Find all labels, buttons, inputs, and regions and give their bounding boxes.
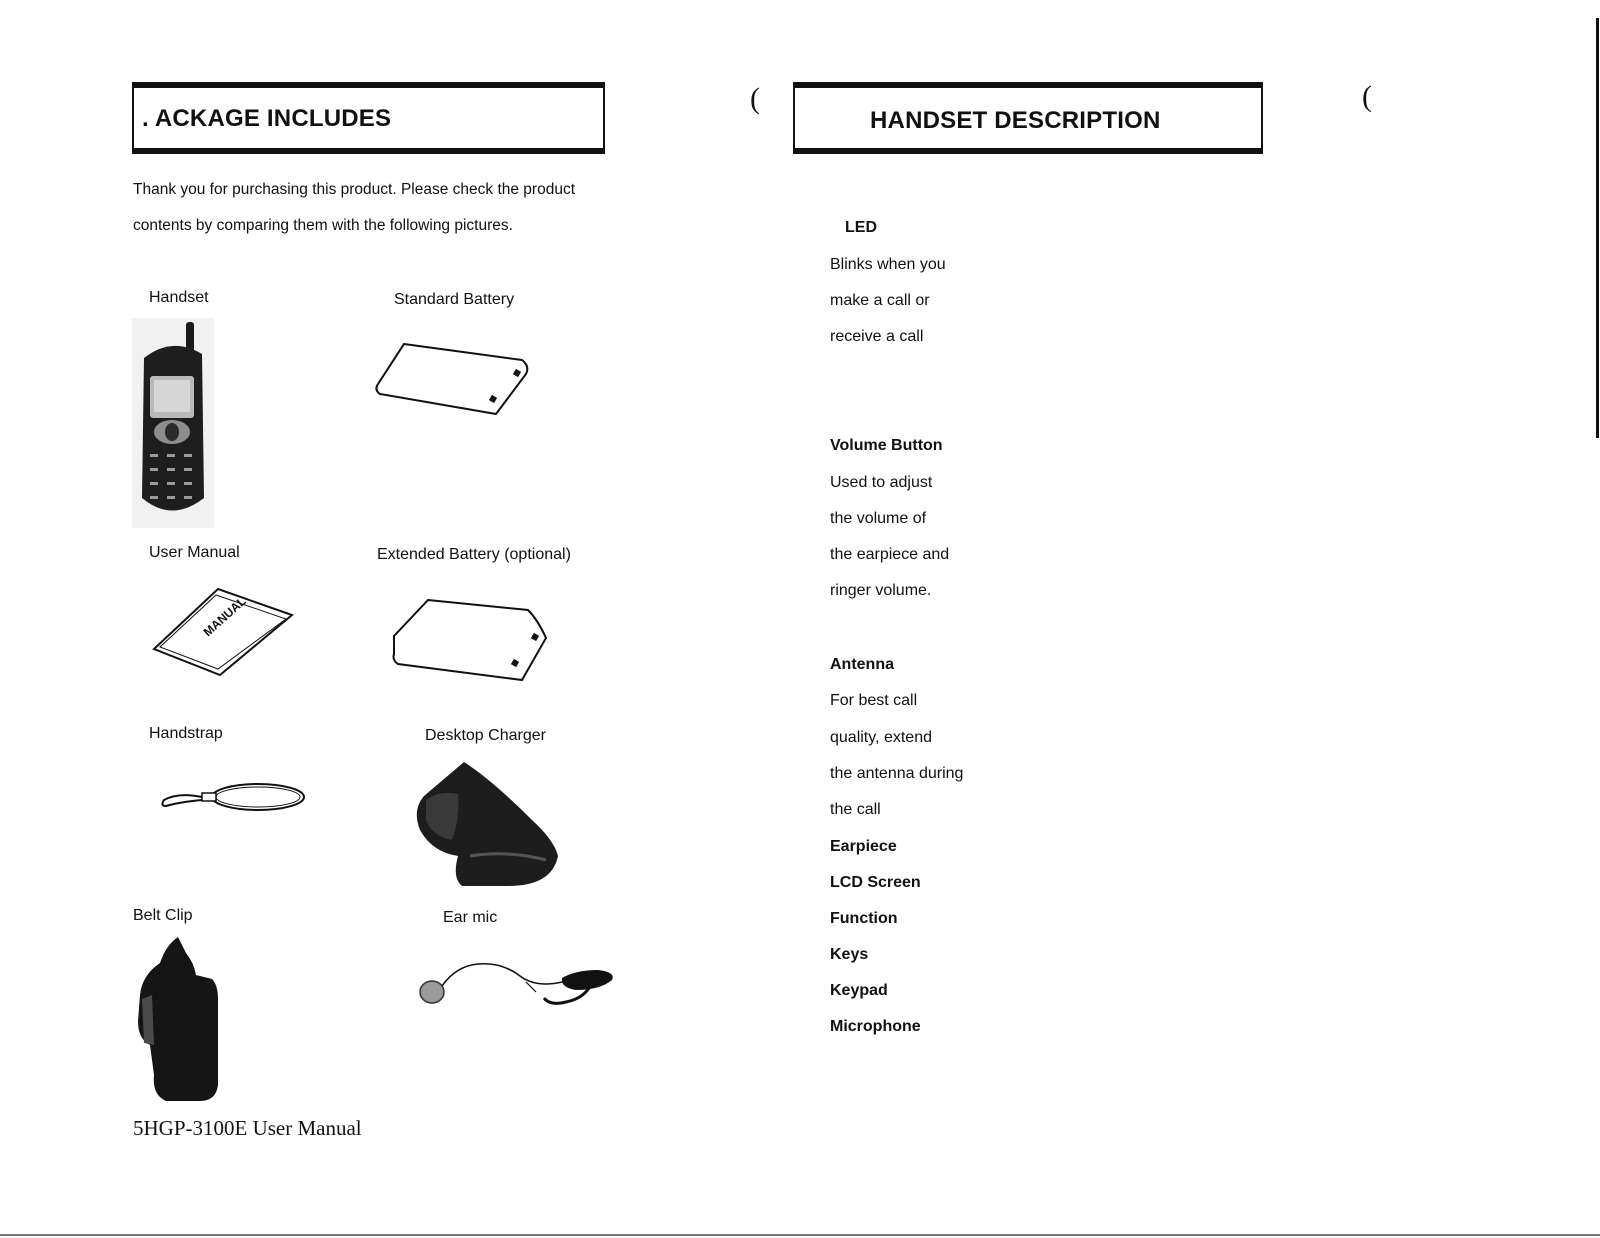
standard-battery-label: Standard Battery xyxy=(394,291,515,308)
antenna-desc-line-1: For best call xyxy=(830,692,918,709)
antenna-desc-line-4: the call xyxy=(830,801,881,818)
led-desc-line-2: make a call or xyxy=(830,292,930,309)
extended-battery-label: Extended Battery (optional) xyxy=(377,546,571,563)
volume-desc-line-4: ringer volume. xyxy=(830,582,932,599)
led-title: LED xyxy=(845,219,877,236)
handset-label: Handset xyxy=(149,289,209,306)
manual-footer: 5HGP-3100E User Manual xyxy=(133,1116,362,1140)
volume-desc-line-2: the volume of xyxy=(830,510,927,527)
user-manual-image xyxy=(150,585,296,679)
standard-battery-image xyxy=(372,340,534,418)
manual-cover-text: MANUAL xyxy=(200,594,249,640)
handstrap-label: Handstrap xyxy=(149,725,223,742)
volume-button-title: Volume Button xyxy=(830,437,943,454)
desktop-charger-label: Desktop Charger xyxy=(425,727,546,744)
belt-clip-image xyxy=(136,935,222,1103)
desktop-charger-image xyxy=(412,760,562,890)
handset-description-header xyxy=(793,86,1263,150)
keys-label: Keys xyxy=(830,946,869,963)
belt-clip-label: Belt Clip xyxy=(133,907,193,924)
antenna-desc-line-2: quality, extend xyxy=(830,729,932,746)
ear-mic-label: Ear mic xyxy=(443,909,498,926)
handstrap-image xyxy=(158,780,308,820)
handset-description-title: HANDSET DESCRIPTION xyxy=(870,107,1161,134)
led-desc-line-1: Blinks when you xyxy=(830,256,946,273)
user-manual-label: User Manual xyxy=(149,544,240,561)
ear-mic-image xyxy=(416,958,622,1018)
earpiece-label: Earpiece xyxy=(830,838,897,855)
page-edge-line xyxy=(1596,18,1599,438)
function-label: Function xyxy=(830,910,898,927)
volume-desc-line-3: the earpiece and xyxy=(830,546,950,563)
microphone-label: Microphone xyxy=(830,1018,921,1035)
package-includes-title: . ACKAGE INCLUDES xyxy=(142,105,392,132)
margin-mark-right: ( xyxy=(1362,80,1372,113)
antenna-desc-line-3: the antenna during xyxy=(830,765,964,782)
intro-line-1: Thank you for purchasing this product. Please check the product xyxy=(133,181,575,198)
package-includes-header xyxy=(132,86,605,150)
intro-line-2: contents by comparing them with the following pictures. xyxy=(133,217,513,234)
led-desc-line-3: receive a call xyxy=(830,328,924,345)
scan-bottom-line xyxy=(0,1234,1600,1236)
extended-battery-image xyxy=(392,596,552,682)
keypad-label: Keypad xyxy=(830,982,888,999)
handset-image xyxy=(132,318,214,528)
lcd-screen-label: LCD Screen xyxy=(830,874,921,891)
antenna-title: Antenna xyxy=(830,656,894,673)
margin-mark-left: ( xyxy=(750,82,760,115)
volume-desc-line-1: Used to adjust xyxy=(830,474,933,491)
